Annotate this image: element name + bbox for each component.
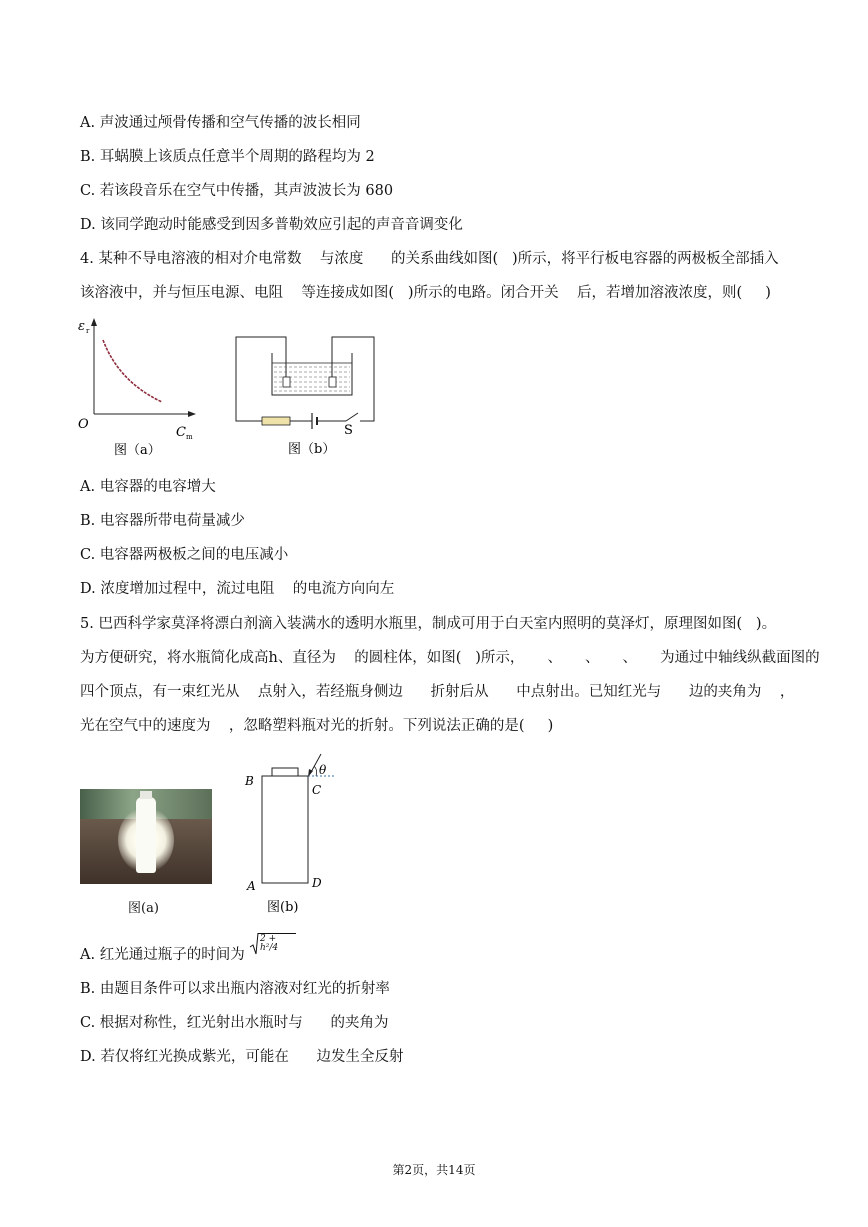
switch-blade xyxy=(346,413,358,421)
circuit-wire-right xyxy=(332,337,374,421)
q5-option-b: B. 由题目条件可以求出瓶内溶液对红光的折射率 xyxy=(80,981,390,997)
electrode-right xyxy=(329,377,336,387)
q4-option-a: A. 电容器的电容增大 xyxy=(80,479,216,495)
q5-option-a: A. 红光通过瓶子的时间为 xyxy=(80,947,245,963)
x-axis-label: C xyxy=(176,425,186,440)
sqrt-expression xyxy=(250,933,296,955)
q5-stem-line2: 为方便研究，将水瓶简化成高h、直径为 的圆柱体，如图( )所示， 、 、 、 为通过中轴线纵截面图的 xyxy=(80,650,820,666)
q3-option-a: A. 声波通过颅骨传播和空气传播的波长相同 xyxy=(80,115,361,131)
q5-stem-line3: 四个顶点，有一束红光从 点射入，若经瓶身侧边 折射后从 中点射出。已知红光与 边的夹角为 ， xyxy=(80,684,795,700)
vertex-a: A xyxy=(247,879,256,893)
q4-option-d: D. 浓度增加过程中，流过电阻 的电流方向向左 xyxy=(80,581,395,597)
q4-figure-b xyxy=(234,333,379,458)
q4-stem-line2: 该溶液中，并与恒压电源、电阻 等连接成如图( )所示的电路。闭合开关 后，若增加溶液浓度，则( ) xyxy=(80,285,771,301)
y-axis-label: ε xyxy=(78,319,85,334)
q3-option-d: D. 该同学跑动时能感受到因多普勒效应引起的声音音调变化 xyxy=(80,217,463,233)
bottle-image xyxy=(136,797,156,873)
page-footer: 第2页，共14页 xyxy=(392,1163,476,1177)
origin-label: O xyxy=(78,417,89,432)
q3-option-c: C. 若该段音乐在空气中传播，其声波波长为 680 xyxy=(80,183,394,199)
q5-fig-a-caption: 图(a) xyxy=(128,901,159,916)
curve-line xyxy=(103,340,162,402)
container xyxy=(272,353,352,395)
vertex-c: C xyxy=(312,783,322,797)
x-axis-arrow xyxy=(188,411,196,417)
y-axis-arrow xyxy=(91,318,97,326)
fig-b-caption: 图(b) xyxy=(267,900,299,915)
q5-stem-line4: 光在空气中的速度为 ，忽略塑料瓶对光的折射。下列说法正确的是( ) xyxy=(80,718,554,734)
bottle-cap-image xyxy=(140,791,152,799)
bottle-cap xyxy=(272,768,298,776)
theta-label: θ xyxy=(319,763,327,777)
q5-option-c: C. 根据对称性，红光射出水瓶时与 的夹角为 xyxy=(80,1015,389,1031)
fig-b-caption: 图（b） xyxy=(288,442,336,457)
switch-label: S xyxy=(344,423,353,438)
electrode-left xyxy=(283,377,290,387)
vertex-d: D xyxy=(312,876,322,890)
sqrt-sign xyxy=(250,933,260,955)
angle-arc xyxy=(314,766,317,776)
q4-option-b: B. 电容器所带电荷量减少 xyxy=(80,513,245,529)
bottle-body xyxy=(262,776,308,883)
x-axis-subscript: m xyxy=(186,433,193,441)
q5-figure-b xyxy=(242,752,342,920)
q4-option-c: C. 电容器两极板之间的电压减小 xyxy=(80,547,289,563)
moser-lamp-photo xyxy=(80,789,212,884)
resistor xyxy=(262,417,290,425)
fig-a-caption: 图（a） xyxy=(114,443,161,458)
q3-option-b: B. 耳蜗膜上该质点任意半个周期的路程均为 2 xyxy=(80,149,375,165)
vertex-b: B xyxy=(245,774,254,788)
circuit-wire-left xyxy=(236,337,286,421)
sqrt-radicand: 2 + h²/4 xyxy=(260,934,279,953)
q5-option-d: D. 若仅将红光换成紫光，可能在 边发生全反射 xyxy=(80,1049,404,1065)
y-axis-subscript: r xyxy=(86,327,90,335)
q5-stem-line1: 5. 巴西科学家莫泽将漂白剂滴入装满水的透明水瓶里，制成可用于白天室内照明的莫泽灯，原理图如图( )。 xyxy=(80,616,777,632)
q4-stem-line1: 4. 某种不导电溶液的相对介电常数 与浓度 的关系曲线如图( )所示，将平行板电容器的两极板全部插入 xyxy=(80,251,779,267)
q4-figure-a xyxy=(74,312,204,462)
